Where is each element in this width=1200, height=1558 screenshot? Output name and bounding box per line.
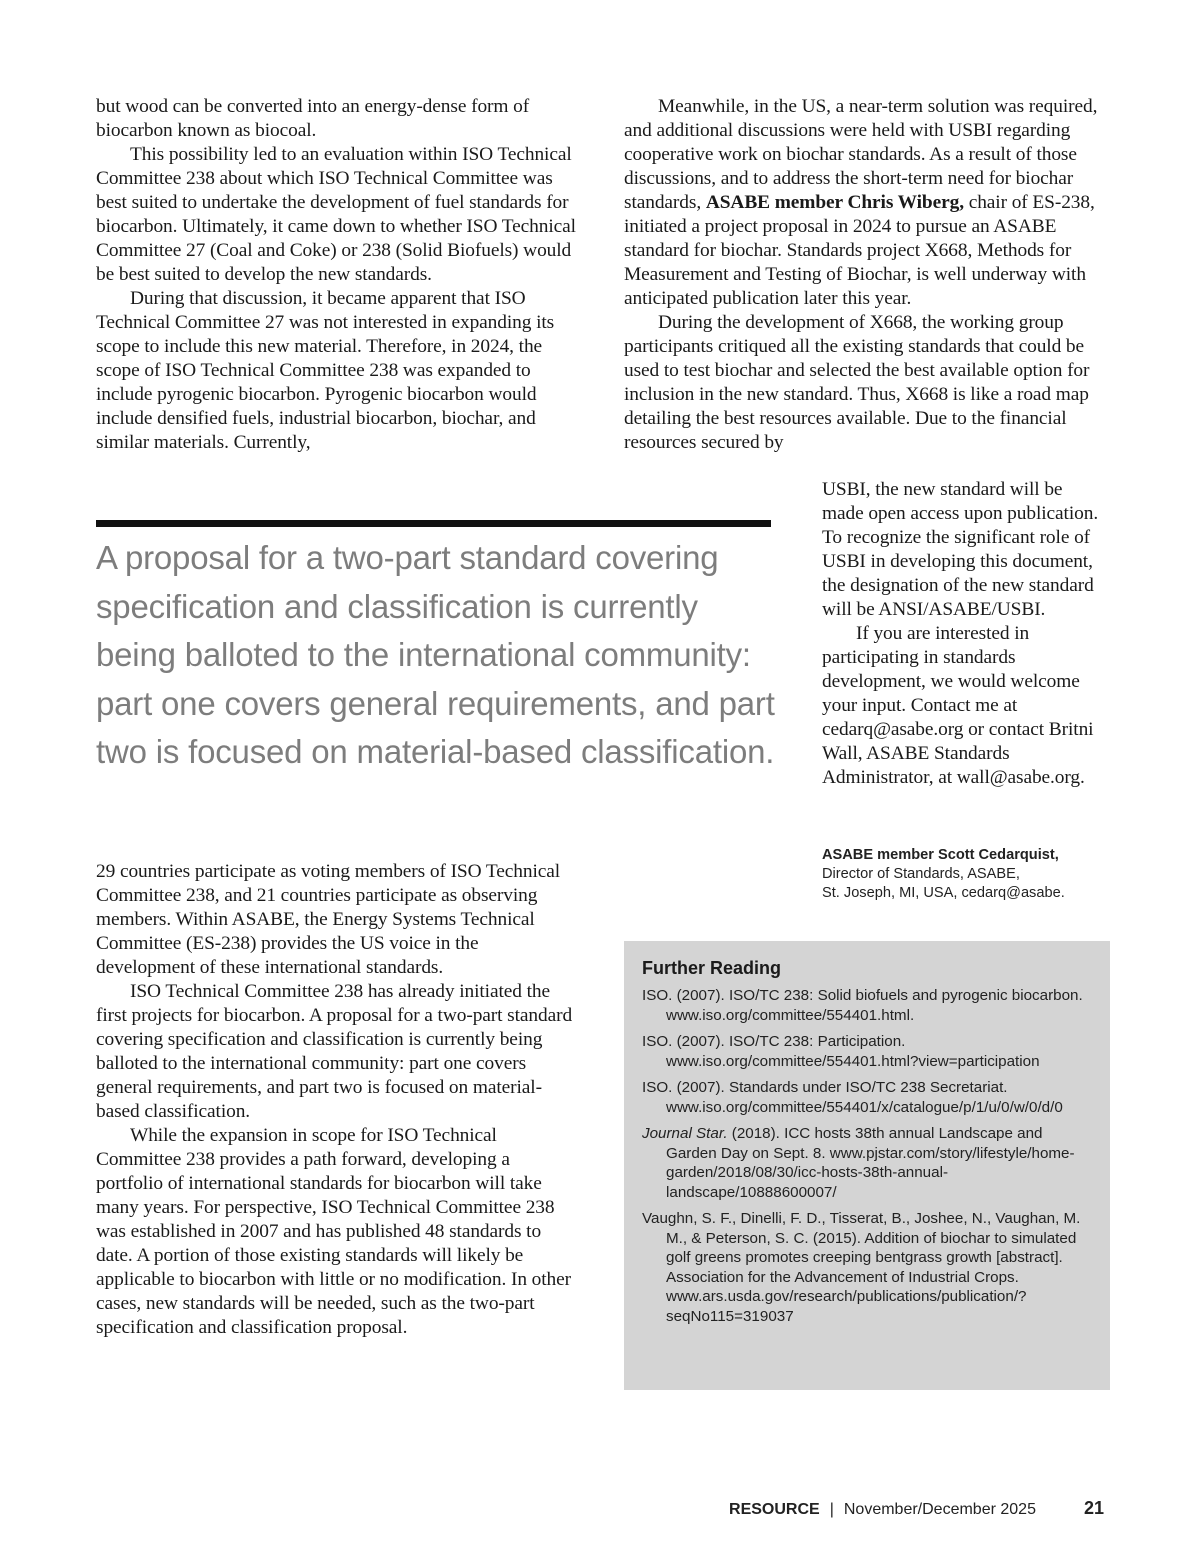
paragraph: If you are interested in participating in standards development, we would welcome your input. Contact me at cedarq@asabe.org or contact Britni Wall, ASABE Standards Administrator, at wall@asabe.org.	[822, 623, 1094, 788]
reference-item: Vaughn, S. F., Dinelli, F. D., Tisserat, B., Joshee, N., Vaughan, M. M., & Peterson, S. C. (2015). Addition of biochar to simulated golf greens promotes creeping bentgrass growth [abstract]. Association for the Advancement of Industrial Crops. www.ars.usda.gov/research/publications/publication/?seqNo115=319037	[642, 1210, 1081, 1325]
paragraph	[624, 95, 1104, 311]
page-footer	[729, 1497, 1104, 1521]
page-number: 21	[1083, 1498, 1104, 1518]
further-reading-box	[624, 941, 1110, 1390]
author-byline	[822, 846, 1112, 903]
author-mention: ASABE member Chris Wiberg,	[705, 192, 964, 213]
paragraph: 29 countries participate as voting members of ISO Technical Committee 238, and 21 countries participate as observing members. Within ASABE, the Energy Systems Technical Committee (ES-238) provides the US voice in the development of these international standards.	[96, 861, 561, 978]
paragraph: ISO Technical Committee 238 has already initiated the first projects for biocarbon. A proposal for a two-part standard covering specification and classification is currently being balloted to the international community: part one covers general requirements, and part two is focused on material-based classification.	[96, 981, 573, 1122]
author-name: ASABE member Scott Cedarquist,	[822, 847, 1059, 863]
paragraph: USBI, the new standard will be made open access upon publication. To recognize the significant role of USBI in developing this document, the designation of the new standard will be ANSI/ASABE/USBI.	[822, 479, 1099, 620]
paragraph: During that discussion, it became apparent that ISO Technical Committee 27 was not interested in expanding its scope to include this new material. Therefore, in 2024, the scope of ISO Technical Committee 238 was expanded to include pyrogenic biocarbon. Pyrogenic biocarbon would include densified fuels, industrial biocarbon, biochar, and similar materials. Currently,	[96, 288, 555, 453]
further-reading-title: Further Reading	[642, 958, 782, 978]
publication-name: RESOURCE	[729, 1501, 820, 1518]
paragraph: but wood can be converted into an energy-dense form of biocarbon known as biocoal.	[96, 96, 530, 141]
reference-item	[642, 1124, 1090, 1202]
reference-item: ISO. (2007). Standards under ISO/TC 238 Secretariat. www.iso.org/committee/554401/x/catalogue/p/1/u/0/w/0/d/0	[642, 1079, 1063, 1116]
paragraph: While the expansion in scope for ISO Technical Committee 238 provides a path forward, developing a portfolio of international standards for biocarbon will take many years. For perspective, ISO Technical Committee 238 was established in 2007 and has published 48 standards to date. A portion of those existing standards will likely be applicable to biocarbon with little or no modification. In other cases, new standards will be needed, such as the two-part specification and classification proposal.	[96, 1125, 572, 1338]
footer-separator: |	[829, 1501, 834, 1518]
article-column-right-top	[624, 95, 1104, 455]
pull-quote-rule	[96, 520, 771, 527]
article-column-right-narrow	[822, 478, 1104, 790]
paragraph: During the development of X668, the working group participants critiqued all the existing standards that could be used to test biochar and selected the best available option for inclusion in the new standard. Thus, X668 is like a road map detailing the best resources available. Due to the financial resources secured by	[624, 312, 1090, 453]
paragraph-text: chair of ES-238, initiated a project proposal in 2024 to pursue an ASABE standard for biochar. Standards project X668, Methods for Measurement and Testing of Biochar, is well underway with anticipated publication later this year.	[624, 192, 1095, 309]
author-title: Director of Standards, ASABE,	[822, 866, 1020, 882]
issue-date: November/December 2025	[843, 1501, 1036, 1518]
paragraph-text: Meanwhile, in the US, a near-term solution was required, and additional discussions were held with USBI regarding cooperative work on biochar standards. As a result of those discussions, and to address the short-term need for biochar standards,	[624, 96, 1098, 213]
reference-source: Journal Star.	[642, 1125, 728, 1142]
reference-item: ISO. (2007). ISO/TC 238: Participation. www.iso.org/committee/554401.html?view=participation	[642, 1033, 1040, 1070]
author-location: St. Joseph, MI, USA, cedarq@asabe.	[822, 885, 1065, 901]
article-column-left-top	[96, 95, 578, 455]
paragraph: This possibility led to an evaluation within ISO Technical Committee 238 about which ISO Technical Committee was best suited to undertake the development of fuel standards for biocarbon. Ultimately, it came down to whether ISO Technical Committee 27 (Coal and Coke) or 238 (Solid Biofuels) would be best suited to develop the new standards.	[96, 144, 576, 285]
reference-text: (2018). ICC hosts 38th annual Landscape and Garden Day on Sept. 8. www.pjstar.com/story/lifestyle/home-garden/2018/08/30/icc-hosts-38th-annual-landscape/10888600007/	[666, 1125, 1075, 1201]
pull-quote: A proposal for a two-part standard covering specification and classification is currently being balloted to the international community: part one covers general requirements, and part two is focused on material-based classification.	[96, 539, 775, 770]
article-column-left-bottom	[96, 860, 578, 1340]
reference-item: ISO. (2007). ISO/TC 238: Solid biofuels and pyrogenic biocarbon. www.iso.org/committee/554401.html.	[642, 987, 1083, 1024]
